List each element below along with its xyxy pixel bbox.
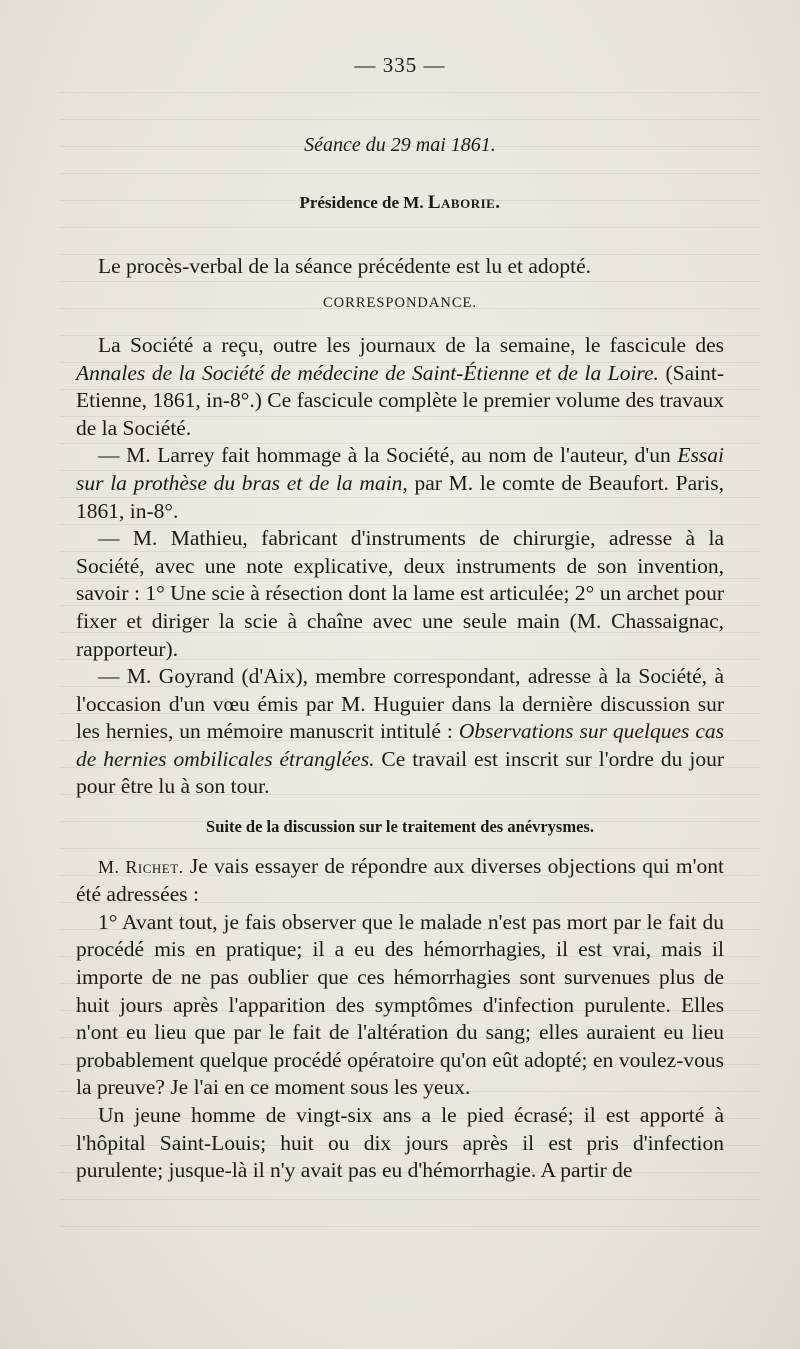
richet-paragraph-1 xyxy=(76,853,724,909)
presidence-line xyxy=(76,189,724,217)
session-title-text: Séance du 29 mai 1861. xyxy=(304,133,496,156)
session-title xyxy=(76,132,724,160)
corr2-title: Essai sur la prothèse du bras et de la main, xyxy=(76,443,724,495)
corr1-text-b: (Saint-Etienne, 1861, in-8°.) Ce fascicule complète le premier volume des travaux de la Société. xyxy=(76,360,724,440)
correspondance-paragraph-4 xyxy=(76,663,724,801)
corr1-title: Annales de la Société de médecine de Saint-Étienne et de la Loire. xyxy=(76,360,659,385)
correspondance-paragraph-1 xyxy=(76,332,724,442)
correspondance-heading: CORRESPONDANCE. xyxy=(323,295,477,312)
president-name: Laborie. xyxy=(427,192,501,214)
richet-p1-text: Je vais essayer de répondre aux diverses objections qui m'ont été adressées : xyxy=(76,853,724,907)
corr4-text-a: — M. Goyrand (d'Aix), membre correspondant, adresse à la Société, à l'occasion d'un vœu émis par M. Huguier dans la dernière discussion sur les hernies, un mémoire manuscrit intitulé : xyxy=(76,664,724,744)
corr4-title: Observations sur quelques cas de hernies ombilicales étranglées. xyxy=(76,719,724,771)
richet-paragraph-3: Un jeune homme de vingt-six ans a le pied écrasé; il est apporté à l'hôpital Saint-Louis; huit ou dix jours après il est pris d'infection purulente; jusque-là il n'y avait pas eu d'hémorrhagie. A partir de xyxy=(76,1103,724,1183)
discussion-heading: Suite de la discussion sur le traitement des anévrysmes. xyxy=(206,817,594,837)
page-content xyxy=(76,52,724,1185)
corr4-text-b: Ce travail est inscrit sur l'ordre du jour pour être lu à son tour. xyxy=(76,746,724,799)
presidence-prefix: Présidence de M. xyxy=(299,193,428,213)
page-number: — 335 — xyxy=(354,53,446,77)
corr2-text-b: par M. le comte de Beaufort. Paris, 1861, in-8°. xyxy=(76,470,725,523)
proces-verbal: Le procès-verbal de la séance précédente est lu et adopté. xyxy=(98,253,592,278)
speaker-name: M. Richet. xyxy=(98,856,184,877)
richet-paragraph-2: 1° Avant tout, je fais observer que le malade n'est pas mort par le fait du procédé mis en pratique; il a eu des hémorrhagies, il est vrai, mais il importe de ne pas oublier que ces hémorrhagies sont survenues plus de huit jours après l'apparition des symptômes d'infection purulente. Elles n'ont eu lieu que par le fait de l'altération du sang; elles auraient eu lieu probablement quelque procédé opératoire qu'on eût adopté; en voulez-vous la preuve? Je l'ai en ce moment sous les yeux. xyxy=(76,909,724,1100)
corr2-text-a: — M. Larrey fait hommage à la Société, au nom de l'auteur, d'un xyxy=(98,443,678,468)
corr1-text-a: La Société a reçu, outre les journaux de la semaine, le fascicule des xyxy=(98,332,724,357)
correspondance-paragraph-3: — M. Mathieu, fabricant d'instruments de chirurgie, adresse à la Société, avec une note explicative, deux instruments de son invention, savoir : 1° Une scie à résection dont la lame est articulée; 2° un archet pour fixer et diriger la scie à chaîne avec une seule main (M. Chassaignac, rapporteur). xyxy=(76,526,724,661)
correspondance-paragraph-2 xyxy=(76,442,724,525)
